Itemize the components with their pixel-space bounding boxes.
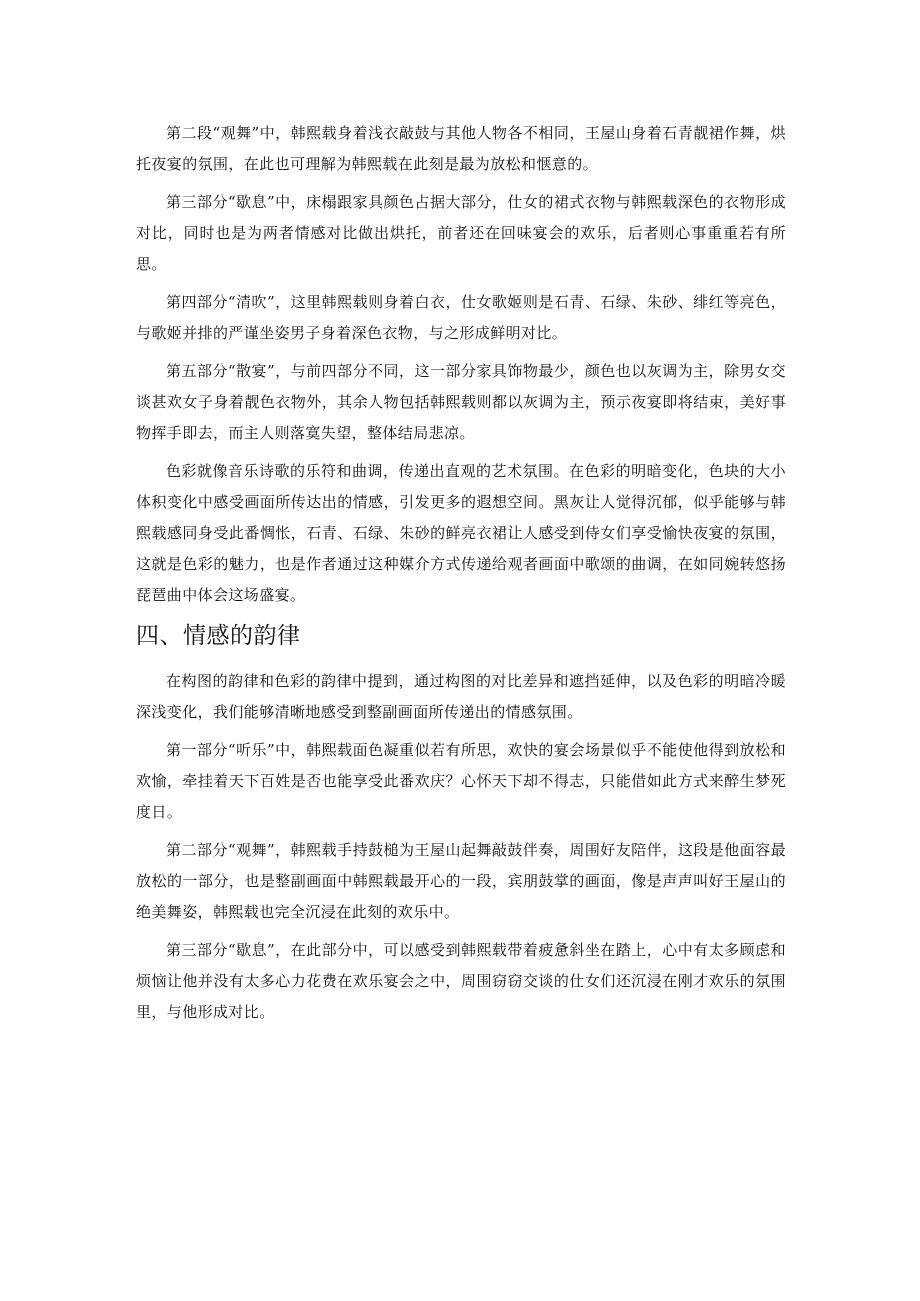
paragraph-xie-xi-color: 第三部分“歇息”中，床榻跟家具颜色占据大部分，仕女的裙式衣物与韩熙载深色的衣物形成对比，同时也是为两者情感对比做出烘托，前者还在回味宴会的欢乐，后者则心事重重若有所思。 [136, 193, 786, 273]
document-page [136, 118, 786, 1035]
paragraph-ting-yue-emotion: 第一部分“听乐”中，韩熙载面色凝重似若有所思，欢快的宴会场景似乎不能使他得到放松和欢愉，牵挂着天下百姓是否也能享受此番欢庆？心怀天下却不得志，只能借如此方式来醉生梦死度日。 [136, 741, 786, 821]
paragraph-xie-xi-emotion: 第三部分“歇息”，在此部分中，可以感受到韩熙载带着疲惫斜坐在踏上，心中有太多顾虑和烦恼让他并没有太多心力花费在欢乐宴会之中，周围窃窃交谈的仕女们还沉浸在刚才欢乐的氛围里，与他形成对比。 [136, 941, 786, 1021]
paragraph-san-yan-color: 第五部分“散宴”，与前四部分不同，这一部分家具饰物最少，颜色也以灰调为主，除男女交谈甚欢女子身着靓色衣物外，其余人物包括韩熙载则都以灰调为主，预示夜宴即将结束，美好事物挥手即去，而主人则落寞失望，整体结局悲凉。 [136, 362, 786, 442]
paragraph-emotion-intro: 在构图的韵律和色彩的韵律中提到，通过构图的对比差异和遮挡延伸，以及色彩的明暗冷暖深浅变化，我们能够清晰地感受到整副画面所传递出的情感氛围。 [136, 672, 786, 721]
paragraph-color-summary: 色彩就像音乐诗歌的乐符和曲调，传递出直观的艺术氛围。在色彩的明暗变化，色块的大小体积变化中感受画面所传达出的情感，引发更多的遐想空间。黑灰让人觉得沉郁，似乎能够与韩熙载感同身受此番惆怅，石青、石绿、朱砂的鲜亮衣裙让人感受到侍女们享受愉快夜宴的氛围，这就是色彩的魅力，也是作者通过这种媒介方式传递给观者画面中歌颂的曲调，在如同婉转悠扬琵琶曲中体会这场盛宴。 [136, 462, 786, 604]
paragraph-qing-chui-color: 第四部分“清吹”，这里韩熙载则身着白衣，仕女歌姬则是石青、石绿、朱砂、绯红等亮色，与歌姬并排的严谨坐姿男子身着深色衣物，与之形成鲜明对比。 [136, 293, 786, 342]
paragraph-guan-wu-emotion: 第二部分“观舞”，韩熙载手持鼓槌为王屋山起舞敲鼓伴奏，周围好友陪伴，这段是他面容最放松的一部分，也是整副画面中韩熙载最开心的一段，宾朋鼓掌的画面，像是声声叫好王屋山的绝美舞姿，韩熙载也完全沉浸在此刻的欢乐中。 [136, 841, 786, 921]
section-heading: 四、情感的韵律 [136, 623, 301, 649]
paragraph-guan-wu-color: 第二段“观舞”中，韩熙载身着浅衣敲鼓与其他人物各不相同，王屋山身着石青靓裙作舞，烘托夜宴的氛围，在此也可理解为韩熙载在此刻是最为放松和惬意的。 [136, 124, 786, 173]
